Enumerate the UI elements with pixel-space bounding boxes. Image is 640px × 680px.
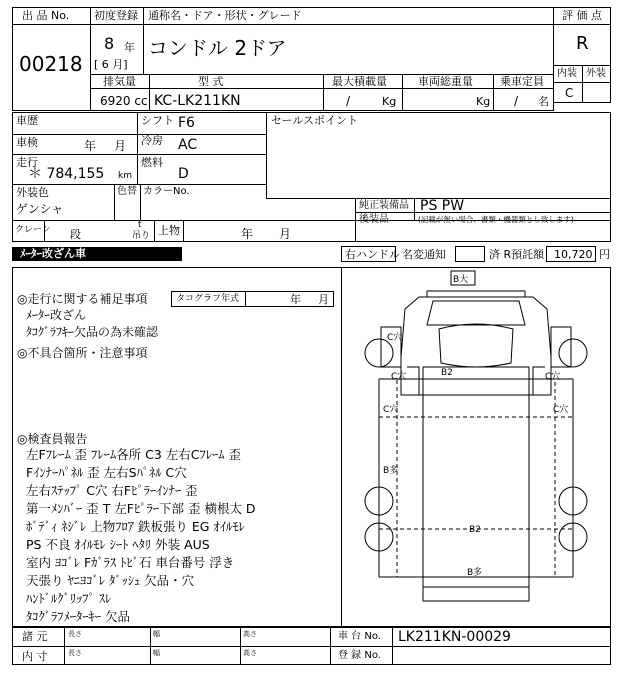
name-label: 通称名・ドア・形状・グレード — [148, 9, 302, 22]
travel-note: ﾀｺｸﾞﾗﾌｷｰ欠品の為未確認 — [26, 325, 159, 339]
max-load-label: 最大積載量 — [332, 75, 387, 88]
equipment-label: 純正装備品 — [359, 200, 409, 211]
damage-mark: B2 — [469, 525, 481, 535]
crane-label: クレーン — [15, 225, 51, 235]
model-label: 型 式 — [198, 75, 224, 88]
body-label: 上物 — [158, 224, 180, 237]
inspector-line: ﾊﾝﾄﾞﾙｸﾞﾘｯﾌﾟ ｽﾚ — [26, 591, 112, 606]
shift-label: シフト — [141, 114, 174, 127]
travel-notes-heading: ◎走行に関する補足事項 — [17, 292, 148, 306]
color-no-label: 色替 — [117, 186, 137, 197]
length-label: 長さ — [68, 630, 82, 638]
grade-label: 評 価 点 — [562, 9, 602, 22]
inspection-label: 車検 — [16, 136, 38, 149]
inspector-line: 左Fﾌﾚｰﾑ 歪 ﾌﾚｰﾑ各所 C3 左右Cﾌﾚｰﾑ 歪 — [26, 447, 241, 462]
tachograph-label: タコグラフ年式 — [176, 294, 240, 304]
lot-number: 00218 — [19, 52, 83, 76]
vehicle-name: コンドル 2ドア — [148, 36, 287, 60]
damage-mark: B大 — [453, 275, 469, 285]
interior-value: C — [565, 86, 574, 100]
damage-mark: C穴 — [387, 333, 403, 343]
first-reg-year: 8 — [104, 34, 115, 53]
mileage-label: 走行 — [16, 156, 38, 169]
recycle-unit: 円 — [599, 248, 610, 261]
inspector-line: ﾀｺｸﾞﾗﾌﾒｰﾀｰｷｰ 欠品 — [26, 609, 130, 624]
grade-value: R — [576, 33, 589, 54]
max-load-unit: Kg — [382, 95, 397, 108]
inspection-month-unit: 月 — [114, 139, 127, 153]
lot-label: 出 品 No. — [22, 9, 70, 22]
damage-mark: C穴 — [553, 405, 569, 415]
inspector-line: 左右ｽﾃｯﾌﾟ C穴 右Fﾋﾟﾗｰｲﾝﾅｰ 歪 — [26, 483, 198, 498]
aftermarket-note: (記載が無い場合、書類・機器類とし致します) — [418, 215, 574, 224]
inspector-heading: ◎検査員報告 — [17, 432, 88, 446]
sales-point-label: セールスポイント — [271, 114, 359, 127]
front-left-wheel — [365, 339, 393, 367]
color-label: 外装色 — [16, 186, 49, 199]
crane-row — [12, 220, 356, 242]
inspector-line: ﾎﾞﾃﾞｨ ﾈｼﾞﾚ 上物ﾌﾛｱ 鉄板張り EG ｵｲﾙﾓﾚ — [26, 519, 245, 534]
interior-label: 内装 — [557, 68, 577, 79]
travel-note: ﾒｰﾀｰ改ざん — [26, 308, 87, 322]
inspector-line: PS 不良 ｵｲﾙﾓﾚ ｼｰﾄ ﾍﾀﾘ 外装 AUS — [26, 537, 210, 552]
capacity-label: 乗車定員 — [500, 75, 544, 88]
damage-mark: C穴 — [545, 372, 561, 382]
first-reg-label: 初度登録 — [94, 9, 138, 22]
damage-mark: C穴 — [391, 372, 407, 382]
interior-dim-label: 内 寸 — [22, 650, 48, 663]
inspector-line: Fｲﾝﾅｰﾊﾟﾈﾙ 歪 左右Sﾊﾟﾈﾙ C穴 — [26, 465, 187, 480]
width-label: 幅 — [153, 630, 160, 638]
defects-heading: ◎不具合箇所・注意事項 — [17, 346, 148, 360]
aircon-value: AC — [178, 137, 198, 153]
meter-tampered-text: ﾒｰﾀｰ改ざん車 — [20, 247, 86, 260]
damage-mark: C穴 — [383, 405, 399, 415]
fuel-label: 燃料 — [141, 156, 163, 169]
recycle-label: 済 R預託額 — [489, 248, 545, 261]
max-load-value: / — [346, 94, 351, 108]
color-value: ゲンシャ — [16, 202, 64, 216]
mileage-unit: km — [118, 171, 132, 181]
year-unit: 年 — [124, 41, 135, 54]
damage-mark: B多 — [383, 466, 399, 476]
first-reg-month: [ 6 月] — [94, 58, 128, 71]
dimensions-label: 諸 元 — [22, 630, 48, 643]
right-hand-label: 右ハンドル — [345, 248, 400, 261]
aircon-label: 冷房 — [141, 134, 163, 147]
inspector-line: 第一ﾒﾝﾊﾞｰ 歪 T 左Fﾋﾟﾗｰ下部 歪 横根太 D — [26, 501, 256, 516]
capacity-value: / — [514, 94, 519, 108]
shift-value: F6 — [178, 115, 195, 131]
inspector-line: 天張り ﾔﾆﾖｺﾞﾚ ﾀﾞｯｼｭ 欠品・穴 — [26, 573, 195, 588]
width-label: 幅 — [153, 649, 160, 657]
inspector-line: 室内 ﾖｺﾞﾚ Fｶﾞﾗｽ ﾄﾋﾞ石 車台番号 浮き — [26, 555, 235, 570]
gross-weight-label: 車両総重量 — [418, 75, 473, 88]
cargo-bed — [379, 379, 573, 577]
crane-lift-unit: 吊り — [132, 231, 151, 241]
damage-mark: B多 — [467, 568, 483, 578]
body-month-unit: 月 — [279, 227, 292, 241]
reg-no-label: 登 録 No. — [338, 650, 381, 661]
displacement-label: 排気量 — [103, 75, 136, 88]
gross-weight-unit: Kg — [476, 95, 491, 108]
model-value: KC-LK211KN — [154, 93, 241, 109]
height-label: 高さ — [243, 649, 257, 657]
inspection-year-unit: 年 — [84, 139, 97, 153]
name-change-box — [455, 246, 485, 262]
displacement-value: 6920 cc — [100, 94, 148, 108]
recycle-value: 10,720 — [554, 248, 593, 261]
mileage-value: ＊ 784,155 — [28, 166, 105, 182]
exterior-label: 外装 — [586, 68, 606, 79]
body-year-unit: 年 — [241, 227, 254, 241]
name-change-label: 名変通知 — [402, 248, 446, 261]
damage-mark: B2 — [441, 368, 453, 378]
history-label: 車歴 — [16, 114, 38, 127]
fuel-value: D — [178, 166, 189, 182]
front-right-wheel — [559, 339, 587, 367]
capacity-unit: 名 — [538, 95, 549, 108]
height-label: 高さ — [243, 630, 257, 638]
crane-steps-unit: 段 — [70, 228, 81, 241]
chassis-label: 車 台 No. — [338, 631, 381, 642]
tachograph-year-unit: 年 — [290, 293, 301, 306]
truck-diagram — [341, 267, 611, 627]
color-code-label: カラーNo. — [143, 186, 190, 197]
equipment-value: PS PW — [420, 198, 465, 214]
tachograph-month-unit: 月 — [318, 293, 329, 306]
length-label: 長さ — [68, 649, 82, 657]
aftermarket-label: 後装品 — [359, 214, 389, 225]
crane-t-unit: t — [138, 220, 142, 230]
chassis-value: LK211KN-00029 — [398, 629, 511, 645]
